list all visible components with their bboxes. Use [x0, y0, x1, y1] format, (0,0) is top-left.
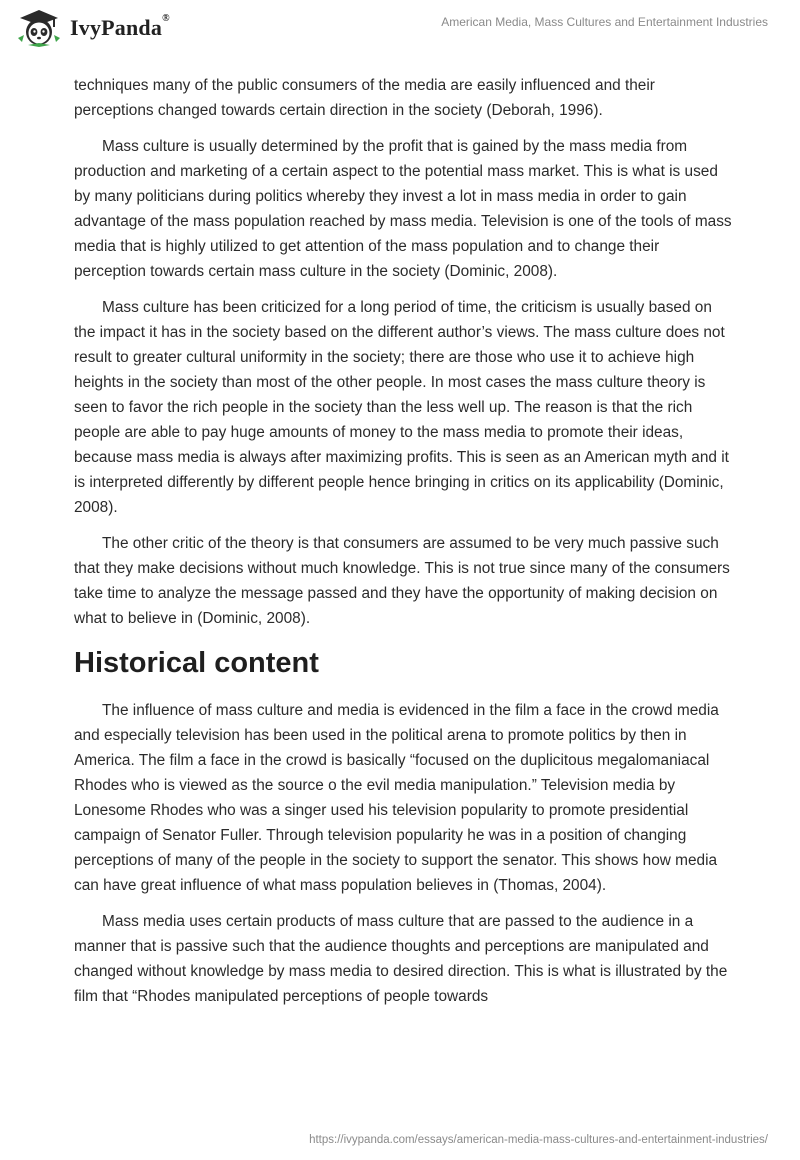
page-header	[0, 0, 800, 70]
registered-mark: ®	[162, 13, 170, 24]
panda-logo-icon	[14, 8, 64, 48]
brand-logo[interactable]	[14, 8, 170, 48]
source-url[interactable]: https://ivypanda.com/essays/american-media-mass-cultures-and-entertainment-industries/	[309, 1134, 768, 1146]
paragraph: The influence of mass culture and media is evidenced in the film a face in the crowd media and especially television has been used in the political arena to promote politics by then in America. The film a face in the crowd is basically “focused on the duplicitous megalomaniacal Rhodes who is viewed as the source o the evil media manipulation.” Television media by Lonesome Rhodes who was a singer used his television popularity to promote presidential campaign of Senator Fuller. Through television popularity he was in a position of changing perceptions of many of the people in the society to support the senator. This shows how media can have great influence of what mass population believes in (Thomas, 2004).	[74, 702, 719, 894]
section-heading: Historical content	[74, 647, 319, 679]
paragraph-continued: techniques many of the public consumers of the media are easily influenced and their perceptions changed towards certain direction in the society (Deborah, 1996).	[74, 77, 655, 119]
paragraph: Mass culture has been criticized for a long period of time, the criticism is usually based on the impact it has in the society based on the different author’s views. The mass culture does not result to greater cultural uniformity in the society; there are those who use it to achieve high heights in the society than most of the other people. In most cases the mass culture theory is seen to favor the rich people in the society than the less well up. The reason is that the rich people are able to pay huge amounts of money to the mass media to promote their ideas, because mass media is always after maximizing profits. This is seen as an American myth and it is interpreted differently by different people hence bringing in critics on its applicability (Dominic, 2008).	[74, 299, 729, 516]
brand-name: IvyPanda®	[70, 13, 170, 40]
running-title: American Media, Mass Cultures and Entertainment Industries	[441, 15, 768, 29]
essay-body	[74, 73, 734, 1020]
paragraph: Mass culture is usually determined by the profit that is gained by the mass media from production and marketing of a certain aspect to the potential mass market. This is what is used by many politicians during politics whereby they invest a lot in mass media in order to gain advantage of the mass population reached by mass media. Television is one of the tools of mass media that is highly utilized to get attention of the mass population and to change their perception towards certain mass culture in the society (Dominic, 2008).	[74, 138, 732, 280]
paragraph: The other critic of the theory is that consumers are assumed to be very much passive such that they make decisions without much knowledge. This is not true since many of the consumers take time to analyze the message passed and they have the opportunity of making decision on what to believe in (Dominic, 2008).	[74, 535, 730, 627]
paragraph: Mass media uses certain products of mass culture that are passed to the audience in a manner that is passive such that the audience thoughts and perceptions are manipulated and changed without knowledge by mass media to desired direction. This is what is illustrated by the film that “Rhodes manipulated perceptions of people towards	[74, 913, 728, 1005]
